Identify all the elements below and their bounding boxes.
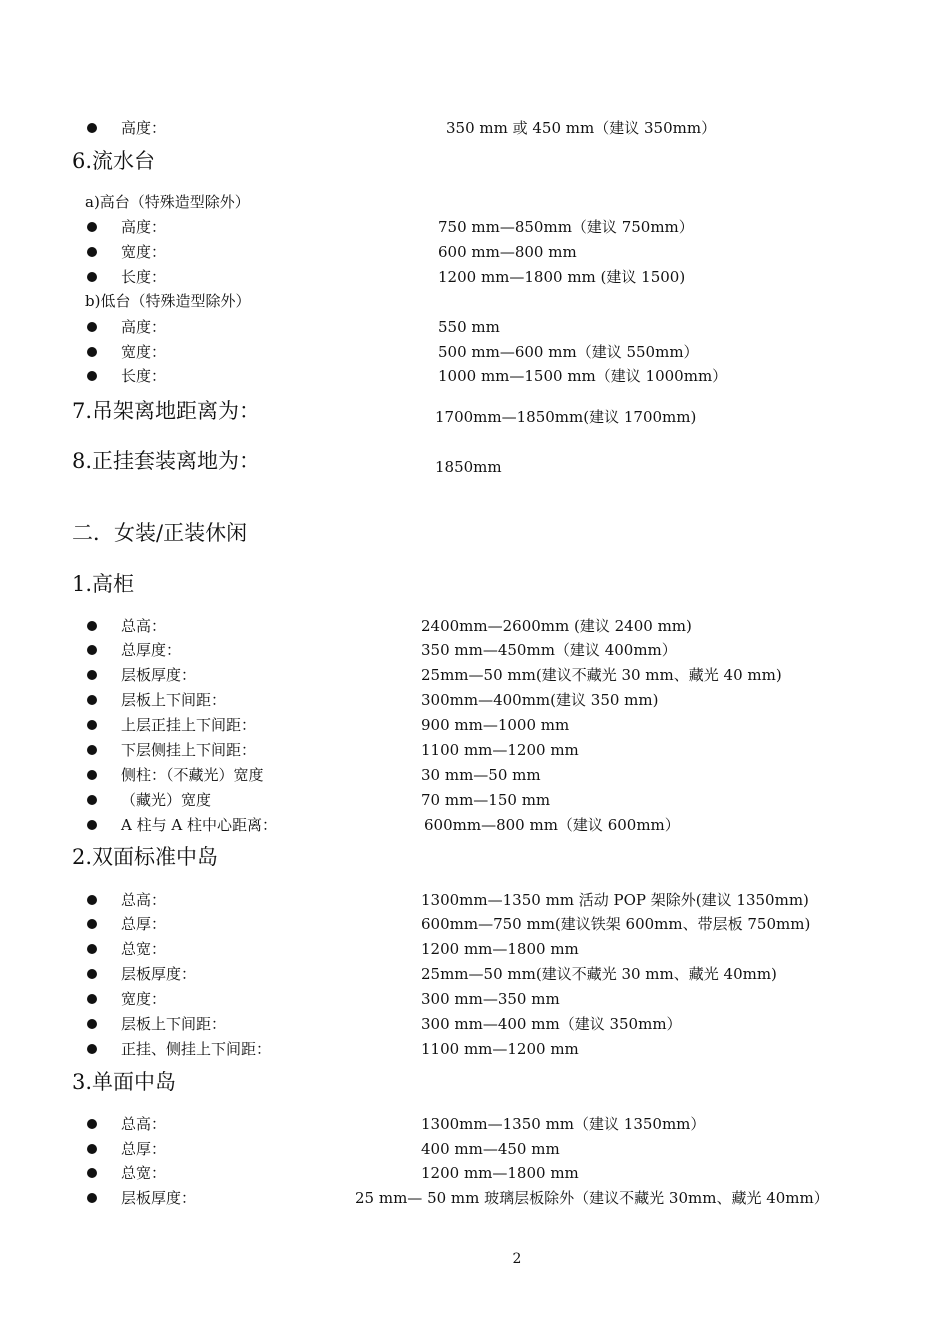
- spec-row: [0, 615, 950, 637]
- spec-label: 总高：: [121, 617, 167, 635]
- spec-value: 300mm—400mm(建议 350 mm): [421, 691, 659, 709]
- spec-label: 总宽：: [121, 1164, 167, 1182]
- page-number: 2: [512, 1251, 522, 1267]
- spec-label: 层板上下间距：: [121, 1015, 227, 1033]
- spec-label: （藏光）宽度: [121, 791, 212, 809]
- bullet-icon: [87, 247, 97, 257]
- bullet-icon: [87, 944, 97, 954]
- bullet-icon: [87, 347, 97, 357]
- spec-value: 70 mm—150 mm: [421, 791, 551, 809]
- spec-label: 总高：: [121, 891, 167, 909]
- spec-row: [0, 689, 950, 711]
- bullet-icon: [87, 720, 97, 730]
- bullet-icon: [87, 795, 97, 805]
- spec-value: 30 mm—50 mm: [421, 766, 541, 784]
- spec-value: 2400mm—2600mm (建议 2400 mm): [421, 617, 692, 635]
- spec-row: [0, 1113, 950, 1135]
- spec-label: 高度：: [121, 318, 167, 336]
- bullet-icon: [87, 969, 97, 979]
- spec-value: 1200 mm—1800 mm: [421, 940, 579, 958]
- spec-row: [0, 241, 950, 263]
- spec-label: 总厚：: [121, 1140, 167, 1158]
- bullet-icon: [87, 1168, 97, 1178]
- spec-label: 侧柱：（不藏光）宽度: [121, 766, 264, 784]
- bullet-icon: [87, 1019, 97, 1029]
- bullet-icon: [87, 994, 97, 1004]
- spec-value: 1850mm: [435, 458, 502, 476]
- spec-label: A 柱与 A 柱中心距离：: [121, 816, 277, 834]
- spec-value: 1700mm—1850mm(建议 1700mm): [435, 408, 697, 426]
- spec-value: 1100 mm—1200 mm: [421, 741, 579, 759]
- spec-label: 宽度：: [121, 343, 167, 361]
- bullet-icon: [87, 371, 97, 381]
- spec-value: 300 mm—350 mm: [421, 990, 560, 1008]
- spec-label: 高度：: [121, 218, 167, 236]
- section-heading: 2.双面标准中岛: [72, 845, 219, 869]
- spec-row: [0, 1162, 950, 1184]
- section-heading: 1.高柜: [72, 572, 135, 596]
- spec-row: [0, 1038, 950, 1060]
- spec-row: [0, 266, 950, 288]
- bullet-icon: [87, 272, 97, 282]
- spec-label: 高度：: [121, 119, 167, 137]
- bullet-icon: [87, 645, 97, 655]
- spec-value: 400 mm—450 mm: [421, 1140, 560, 1158]
- spec-value: 1000 mm—1500 mm（建议 1000mm）: [438, 367, 728, 385]
- spec-value: 600mm—800 mm（建议 600mm）: [424, 816, 680, 834]
- spec-label: 长度：: [121, 367, 167, 385]
- spec-row: [0, 664, 950, 686]
- bullet-icon: [87, 222, 97, 232]
- spec-value: 350 mm—450mm（建议 400mm）: [421, 641, 677, 659]
- bullet-icon: [87, 745, 97, 755]
- bullet-icon: [87, 1144, 97, 1154]
- spec-value: 500 mm—600 mm（建议 550mm）: [438, 343, 699, 361]
- spec-label: 层板厚度：: [121, 666, 197, 684]
- spec-label: 层板上下间距：: [121, 691, 227, 709]
- spec-row: [0, 764, 950, 786]
- spec-value: 550 mm: [438, 318, 500, 336]
- spec-label: 正挂、侧挂上下间距：: [121, 1040, 272, 1058]
- spec-label: 总厚度：: [121, 641, 182, 659]
- spec-label: 层板厚度：: [121, 965, 197, 983]
- spec-label: 层板厚度：: [121, 1189, 197, 1207]
- spec-value: 25mm—50 mm(建议不藏光 30 mm、藏光 40 mm): [421, 666, 782, 684]
- spec-value: 25mm—50 mm(建议不藏光 30 mm、藏光 40mm): [421, 965, 777, 983]
- spec-row: [0, 988, 950, 1010]
- spec-row: [0, 341, 950, 363]
- spec-value: 25 mm— 50 mm 玻璃层板除外（建议不藏光 30mm、藏光 40mm）: [355, 1189, 829, 1207]
- chapter-heading: 二．女装/正装休闲: [72, 521, 248, 545]
- spec-row: [0, 739, 950, 761]
- bullet-icon: [87, 670, 97, 680]
- spec-value: 1300mm—1350 mm 活动 POP 架除外(建议 1350mm): [421, 891, 809, 909]
- spec-value: 600mm—750 mm(建议铁架 600mm、带层板 750mm): [421, 915, 811, 933]
- bullet-icon: [87, 770, 97, 780]
- spec-value: 750 mm—850mm（建议 750mm）: [438, 218, 694, 236]
- spec-value: 600 mm—800 mm: [438, 243, 577, 261]
- bullet-icon: [87, 695, 97, 705]
- spec-row: [0, 814, 950, 836]
- spec-row: [0, 889, 950, 911]
- spec-row: [0, 938, 950, 960]
- bullet-icon: [87, 621, 97, 631]
- spec-label: 长度：: [121, 268, 167, 286]
- spec-row: [0, 714, 950, 736]
- spec-label: 上层正挂上下间距：: [121, 716, 257, 734]
- spec-label: 下层侧挂上下间距：: [121, 741, 257, 759]
- bullet-icon: [87, 123, 97, 133]
- spec-row: [0, 963, 950, 985]
- spec-row: [0, 913, 950, 935]
- spec-label: 宽度：: [121, 990, 167, 1008]
- spec-value: 1300mm—1350 mm（建议 1350mm）: [421, 1115, 706, 1133]
- bullet-icon: [87, 322, 97, 332]
- spec-value: 300 mm—400 mm（建议 350mm）: [421, 1015, 682, 1033]
- spec-row: [0, 1013, 950, 1035]
- spec-label: 总厚：: [121, 915, 167, 933]
- spec-row: [0, 639, 950, 661]
- spec-row: [0, 1187, 950, 1209]
- bullet-icon: [87, 895, 97, 905]
- section-heading: 7.吊架离地距离为：: [72, 399, 261, 423]
- bullet-icon: [87, 820, 97, 830]
- section-heading: 8.正挂套装离地为：: [72, 449, 261, 473]
- spec-value: 1100 mm—1200 mm: [421, 1040, 579, 1058]
- spec-value: 900 mm—1000 mm: [421, 716, 570, 734]
- section-heading: 3.单面中岛: [72, 1070, 177, 1094]
- spec-value: 350 mm 或 450 mm（建议 350mm）: [446, 119, 717, 137]
- spec-row: [0, 316, 950, 338]
- bullet-icon: [87, 1193, 97, 1203]
- bullet-icon: [87, 1119, 97, 1129]
- spec-label: 宽度：: [121, 243, 167, 261]
- spec-row: [0, 1138, 950, 1160]
- subsection-label: a)高台（特殊造型除外）: [85, 193, 250, 211]
- bullet-icon: [87, 1044, 97, 1054]
- spec-label: 总宽：: [121, 940, 167, 958]
- subsection-label: b)低台（特殊造型除外）: [85, 292, 251, 310]
- spec-label: 总高：: [121, 1115, 167, 1133]
- spec-value: 1200 mm—1800 mm (建议 1500): [438, 268, 686, 286]
- section-heading: 6.流水台: [72, 149, 156, 173]
- bullet-icon: [87, 919, 97, 929]
- spec-value: 1200 mm—1800 mm: [421, 1164, 579, 1182]
- spec-row: [0, 216, 950, 238]
- spec-row: [0, 365, 950, 387]
- spec-row: [0, 117, 950, 139]
- spec-row: [0, 789, 950, 811]
